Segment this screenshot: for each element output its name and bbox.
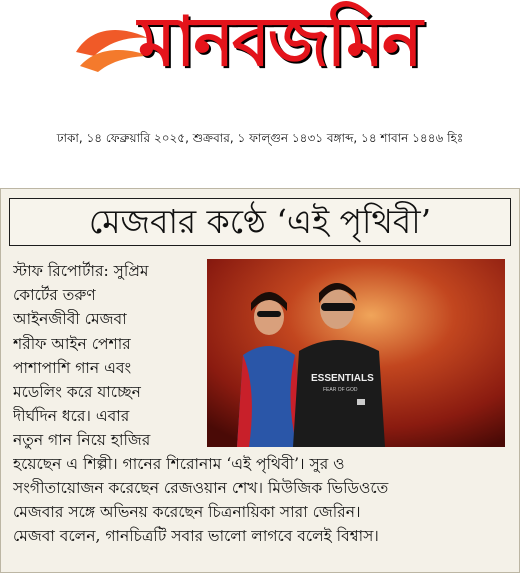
article-line: নতুন গান নিয়ে হাজির	[13, 431, 151, 450]
article-line: কোর্টের তরুণ	[13, 286, 96, 305]
dateline: ঢাকা, ১৪ ফেব্রুয়ারি ২০২৫, শুক্রবার, ১ ফাল্গুন ১৪৩১ বঙ্গাব্দ, ১৪ শাবান ১৪৪৬ হিঃ	[56, 131, 464, 145]
logo-wordmark: মানবজমিন	[138, 2, 421, 82]
article-line: দীর্ঘদিন ধরে। এবার	[13, 407, 130, 426]
article-line: আইনজীবী মেজবা	[13, 310, 127, 329]
shirt-print: ESSENTIALS	[311, 373, 374, 384]
article-column-text	[13, 259, 203, 453]
article-line: শরীফ আইন পেশার	[13, 334, 131, 353]
shirt-print-sub: FEAR OF GOD	[323, 387, 358, 393]
article-headline: মেজবার কণ্ঠে ‘এই পৃথিবী’	[9, 198, 511, 246]
article-body-text	[13, 452, 509, 548]
article-line: হয়েছেন এ শিল্পী। গানের শিরোনাম ‘এই পৃথিবী’। সুর ও	[13, 455, 345, 473]
article-line: মডেলিং করে যাচ্ছেন	[13, 382, 141, 401]
article-line: স্টাফ রিপোর্টার: সুপ্রিম	[13, 262, 149, 280]
article-photo	[207, 259, 505, 447]
article-line: সংগীতায়োজন করেছেন রেজওয়ান শেখ। মিউজিক ভিডিওতে	[13, 479, 389, 497]
article-line: মেজবা বলেন, গানচিত্রটি সবার ভালো লাগবে বলেই বিশ্বাস।	[13, 527, 379, 545]
article-line: মেজবার সঙ্গে অভিনয় করেছেন চিত্রনায়িকা সারা জেরিন।	[13, 503, 361, 521]
news-clipping	[0, 188, 520, 573]
masthead	[0, 0, 520, 118]
article-line: পাশাপাশি গান এবং	[13, 358, 132, 377]
